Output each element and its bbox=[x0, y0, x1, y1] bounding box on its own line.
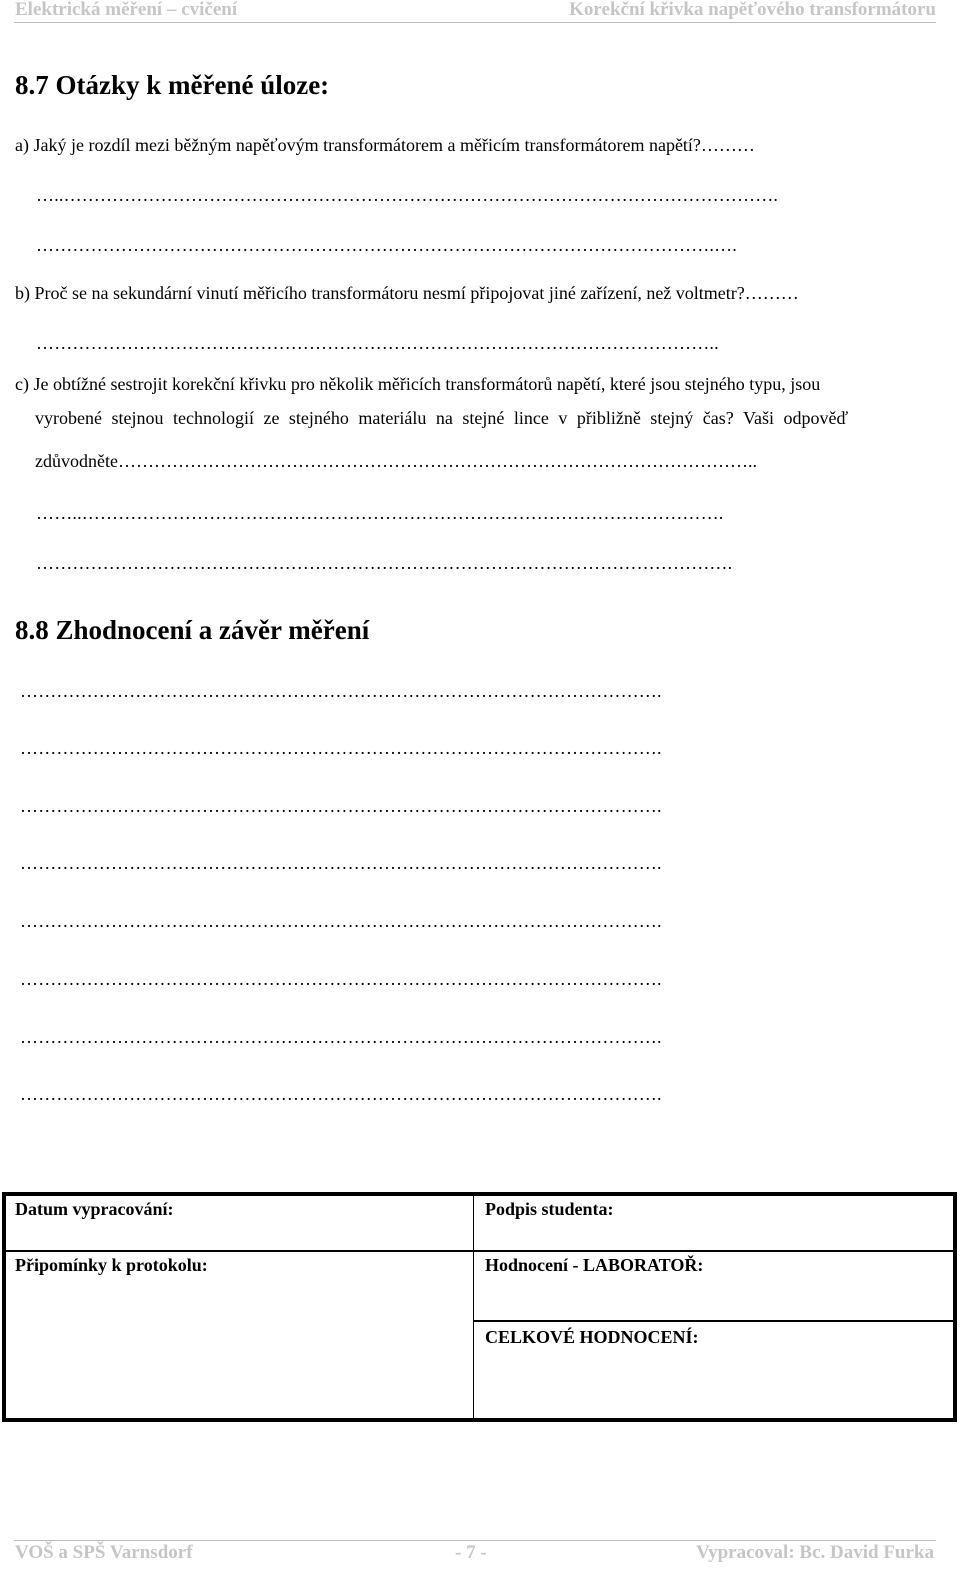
signature-label: Podpis studenta: bbox=[485, 1199, 614, 1219]
conclusion-line: ……………………………………………………………………………………………. bbox=[20, 738, 662, 758]
answer-b-line-1: ………………………………………………………………………………………………….. bbox=[36, 333, 719, 353]
question-b: b) Proč se na sekundární vinutí měřicího transformátoru nesmí připojovat jiné zařízení, než voltmetr?……… bbox=[15, 283, 799, 303]
question-c-line-3: zdůvodněte…………………………………………………………………………………………….. bbox=[35, 451, 757, 471]
conclusion-line: ……………………………………………………………………………………………. bbox=[20, 1027, 662, 1047]
answer-c-line-2: ……………………………………………………………………………………………………. bbox=[36, 553, 733, 573]
footer-right: Vypracoval: Bc. David Furka bbox=[696, 1542, 934, 1563]
answer-c-line-1: ……..……………………………………………………………………………………………. bbox=[36, 503, 724, 523]
conclusion-line: ……………………………………………………………………………………………. bbox=[20, 911, 662, 931]
header-rule bbox=[14, 22, 936, 23]
total-evaluation-label: CELKOVÉ HODNOCENÍ: bbox=[485, 1327, 699, 1347]
form-divider-horizontal bbox=[6, 1250, 953, 1252]
section-8-8-title: 8.8 Zhodnocení a závěr měření bbox=[15, 615, 370, 645]
evaluation-form bbox=[2, 1192, 957, 1422]
conclusion-line: ……………………………………………………………………………………………. bbox=[20, 681, 662, 701]
question-c-line-1: c) Je obtížné sestrojit korekční křivku pro několik měřicích transformátorů napětí, které jsou stejného typu, jsou bbox=[15, 374, 821, 394]
question-a: a) Jaký je rozdíl mezi běžným napěťovým transformátorem a měřicím transformátorem napětí?……… bbox=[15, 135, 755, 155]
answer-a-line-1: …..………………………………………………………………………………………………………. bbox=[36, 185, 779, 205]
notes-label: Připomínky k protokolu: bbox=[15, 1255, 208, 1275]
header-left: Elektrická měření – cvičení bbox=[15, 0, 238, 20]
conclusion-line: ……………………………………………………………………………………………. bbox=[20, 1084, 662, 1104]
date-label: Datum vypracování: bbox=[15, 1199, 174, 1219]
page-number: - 7 - bbox=[455, 1542, 487, 1563]
answer-a-line-2: ………………………………………………………………………………………………….…. bbox=[36, 235, 737, 255]
conclusion-line: ……………………………………………………………………………………………. bbox=[20, 853, 662, 873]
footer-rule bbox=[14, 1540, 936, 1541]
section-8-7-title: 8.7 Otázky k měřené úloze: bbox=[15, 70, 330, 100]
form-divider-vertical bbox=[473, 1196, 474, 1418]
conclusion-line: ……………………………………………………………………………………………. bbox=[20, 969, 662, 989]
form-divider-horizontal-right bbox=[473, 1320, 953, 1322]
header-right: Korekční křivka napěťového transformátoru bbox=[569, 0, 936, 20]
lab-evaluation-label: Hodnocení - LABORATOŘ: bbox=[485, 1255, 704, 1275]
footer-left: VOŠ a SPŠ Varnsdorf bbox=[15, 1542, 193, 1563]
question-c-line-2: vyrobené stejnou technologií ze stejného materiálu na stejné lince v přibližně stejný čas? Vaši odpověď bbox=[35, 408, 849, 428]
conclusion-line: ……………………………………………………………………………………………. bbox=[20, 796, 662, 816]
